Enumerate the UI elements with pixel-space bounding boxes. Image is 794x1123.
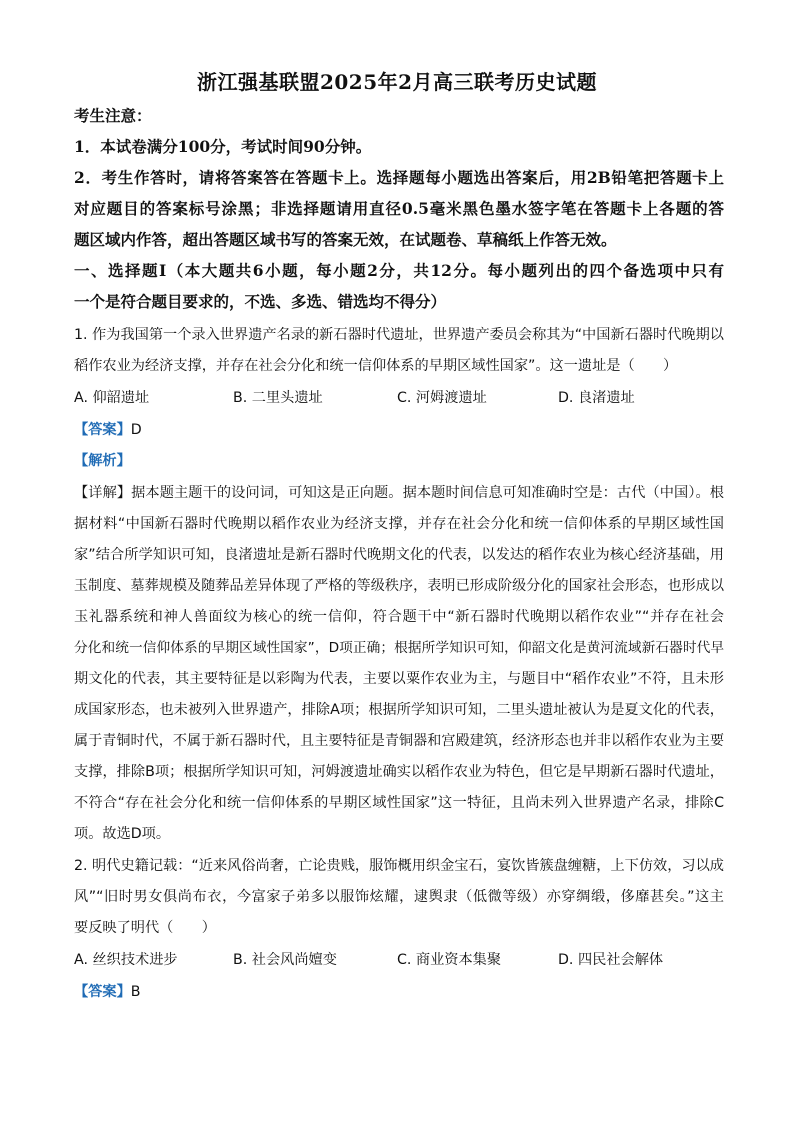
question-2-option-c: C. 商业资本集聚 <box>397 952 502 968</box>
detail-line-8: 成国家形态，也未被列入世界遗产，排除A项；根据所学知识可知，二里头遗址被认为是夏文化的代表， <box>74 702 724 718</box>
page-title: 浙江强基联盟2025年2月高三联考历史试题 <box>196 70 598 94</box>
question-1-analysis-label <box>74 446 131 477</box>
detail-line-5: 玉礼器系统和神人兽面纹为核心的统一信仰，符合题干中“新石器时代晚期以稻作农业”“并存在社会 <box>74 609 724 625</box>
question-1-option-d: D. 良渚遗址 <box>558 390 635 406</box>
notice-section <box>74 100 724 255</box>
section-1-line-1: 一、选择题Ⅰ（本大题共6小题，每小题2分，共12分。每小题列出的四个备选项中只有 <box>74 261 724 280</box>
analysis-label: 【解析】 <box>74 453 131 469</box>
question-1-stem <box>74 320 724 382</box>
question-2-line-2: 风”“旧时男女俱尚布衣，今富家子弟多以服饰炫耀，逮舆隶（低微等级）亦穿绸缎，侈靡甚矣。”这主 <box>74 889 724 905</box>
question-2-line-1: 2. 明代史籍记载：“近来风俗尚奢，亡论贵贱，服饰概用织金宝石，宴饮皆簇盘缠糖，上下仿效，习以成 <box>74 858 724 874</box>
question-2-line-3: 要反映了明代（ ） <box>74 920 216 936</box>
detail-line-10: 支撑，排除B项；根据所学知识可知，河姆渡遗址确实以稻作农业为特色，但它是早期新石器时代遗址， <box>74 764 724 780</box>
question-2-option-b: B. 社会风尚嬗变 <box>233 952 337 968</box>
detail-line-3: 家”结合所学知识可知，良渚遗址是新石器时代晚期文化的代表，以发达的稻作农业为核心经济基础，用 <box>74 547 724 563</box>
detail-line-9: 属于青铜时代，不属于新石器时代，且主要特征是青铜器和宫殿建筑，经济形态也并非以稻作农业为主要 <box>74 733 724 749</box>
notice-item-2-line-2: 对应题目的答案标号涂黑；非选择题请用直径0.5毫米黑色墨水签字笔在答题卡上各题的答 <box>74 199 724 218</box>
detail-line-6: 分化和统一信仰体系的早期区域性国家”，D项正确；根据所学知识可知，仰韶文化是黄河流域新石器时代早 <box>74 640 724 656</box>
question-1-option-c: C. 河姆渡遗址 <box>397 390 487 406</box>
question-2-option-a: A. 丝织技术进步 <box>74 952 178 968</box>
answer-value: D <box>130 422 142 438</box>
question-1-answer <box>74 415 142 446</box>
answer-label: 【答案】 <box>74 422 131 438</box>
detail-line-7: 期文化的代表，其主要特征是以彩陶为代表，主要以粟作农业为主，与题目中“稻作农业”不符，且未形 <box>74 671 724 687</box>
notice-item-2-line-1: 2．考生作答时，请将答案答在答题卡上。选择题每小题选出答案后，用2B铅笔把答题卡上 <box>74 168 724 187</box>
section-1-line-2: 一个是符合题目要求的，不选、多选、错选均不得分） <box>74 292 447 311</box>
question-2-answer <box>74 977 141 1008</box>
question-2-option-d: D. 四民社会解体 <box>558 952 664 968</box>
notice-heading: 考生注意： <box>74 106 152 125</box>
notice-item-1: 1．本试卷满分100分，考试时间90分钟。 <box>74 137 372 156</box>
question-1-line-2: 稻作农业为经济支撑，并存在社会分化和统一信仰体系的早期区域性国家”。这一遗址是（ ） <box>74 358 678 374</box>
notice-item-2-line-3: 题区域内作答，超出答题区域书写的答案无效，在试题卷、草稿纸上作答无效。 <box>74 230 617 249</box>
answer-value: B <box>130 984 141 1000</box>
question-2-options <box>74 945 724 976</box>
question-1-options <box>74 383 724 414</box>
question-1-option-b: B. 二里头遗址 <box>233 390 323 406</box>
question-1-line-1: 1. 作为我国第一个录入世界遗产名录的新石器时代遗址，世界遗产委员会称其为“中国新石器时代晚期以 <box>74 327 724 343</box>
question-1-option-a: A. 仰韶遗址 <box>74 390 150 406</box>
detail-line-1: 【详解】据本题主题干的设问词，可知这是正向题。据本题时间信息可知准确时空是：古代（中国）。根 <box>74 485 724 501</box>
detail-line-4: 玉制度、墓葬规模及随葬品差异体现了严格的等级秩序，表明已形成阶级分化的国家社会形态，也形成以 <box>74 578 724 594</box>
detail-line-12: 项。故选D项。 <box>74 826 171 842</box>
detail-line-11: 不符合“存在社会分化和统一信仰体系的早期区域性国家”这一特征，且尚未列入世界遗产名录，排除C <box>74 795 724 811</box>
section-1-heading <box>74 255 724 317</box>
question-1-detail <box>74 478 724 850</box>
detail-line-2: 据材料“中国新石器时代晚期以稻作农业为经济支撑，并存在社会分化和统一信仰体系的早期区域性国 <box>74 516 724 532</box>
question-2-stem <box>74 851 724 944</box>
answer-label: 【答案】 <box>74 984 131 1000</box>
